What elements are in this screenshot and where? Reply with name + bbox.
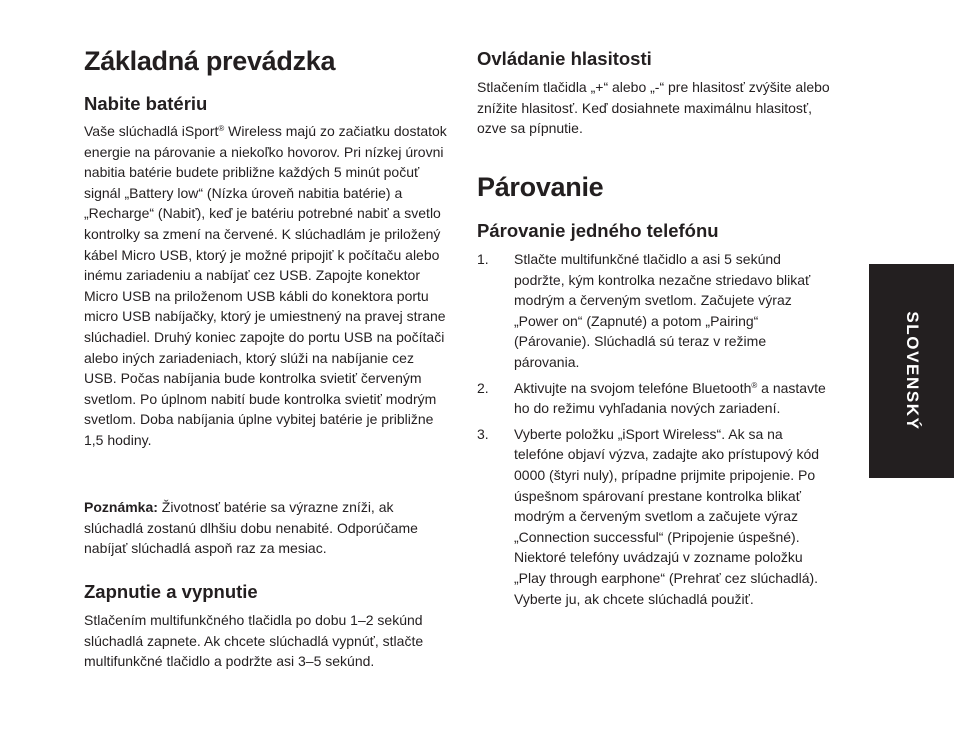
language-label: SLOVENSKÝ [902,311,922,431]
section-title-pairing: Párovanie [477,172,604,202]
battery-note [84,497,450,559]
list-item [477,378,835,419]
section-title-basic-operation: Základná prevádzka [84,46,336,76]
list-item [477,424,835,609]
battery-paragraph: Vaše slúchadlá iSport® Wireless majú zo začiatku dostatok energie na párovanie a niekoľko hovorov. Pri nízkej úrovni nabitia batérie budete približne každých 5 minút počuť signál „Battery low“ (Nízka úroveň nabitia batérie) a „Recharge“ (Nabiť), keď je batériu potrebné nabiť a svetlo kontrolky sa zmení na červené. K slúchadlám je priložený kábel Micro USB, ktorý je možné pripojiť k počítaču alebo inému zariadeniu a nabíjať cez USB. Zapojte konektor Micro USB na priloženom USB kábli do konektora portu micro USB nabíjačky, ktorý je umiestnený na pravej strane slúchadiel. Druhý koniec zapojte do portu USB na počítači alebo iných zariadeniach, ktorý slúži na nabíjanie cez USB. Počas nabíjania bude kontrolka svietiť červeným svetlom. Po úplnom nabití bude kontrolka svietiť modrým svetlom. Doba nabíjania úplne vybitej batérie je približne 1,5 hodiny. [84,123,447,448]
note-text: Životnosť batérie sa výrazne zníži, ak slúchadlá zostanú dlhšiu dobu nenabité. Odporúčame nabíjať slúchadlá aspoň raz za mesiac. [84,499,418,557]
registered-mark: ® [751,380,758,390]
heading-pair-single-phone: Párovanie jedného telefónu [477,220,719,241]
step-text: Vyberte položku „iSport Wireless“. Ak sa na telefóne objaví výzva, zadajte ako prístupový kód 0000 (štyri nuly), prípadne prijmite pripojenie. Po úspešnom spárovaní prestane kontrolka blikať modrým a červeným svetlom a začujete výraz „Connection successful“ (Pripojenie úspešné). Niektoré telefóny uvádzajú v zozname položku „Play through earphone“ (Prehrať cez slúchadlá). Vyberte ju, ak chcete slúchadlá použiť. [514,425,820,607]
step-number: 1. [477,251,489,267]
list-item [477,249,835,373]
pairing-steps-list [477,249,835,614]
registered-mark: ® [218,124,225,133]
step-number: 2. [477,379,489,396]
step-text: Stlačte multifunkčné tlačidlo a asi 5 sekúnd podržte, kým kontrolka nezačne striedavo blikať modrým a červeným svetlom. Začujete výraz „Power on“ (Zapnuté) a potom „Pairing“ (Párovanie). Slúchadlá sú teraz v režime párovania. [514,251,811,370]
step-number: 3. [477,425,489,442]
heading-charge-battery: Nabite batériu [84,93,208,114]
step-text: Aktivujte na svojom telefóne Bluetooth® a nastavte ho do režimu vyhľadania nových zariadení. [514,379,826,417]
heading-power-on-off: Zapnutie a vypnutie [84,581,258,602]
language-side-tab [869,264,954,478]
volume-paragraph: Stlačením tlačidla „+“ alebo „-“ pre hlasitosť zvýšite alebo znížite hlasitosť. Keď dosiahnete maximálnu hlasitosť, ozve sa pípnutie. [477,79,830,137]
note-label: Poznámka: [84,499,158,515]
heading-volume-control: Ovládanie hlasitosti [477,48,652,69]
power-paragraph: Stlačením multifunkčného tlačidla po dobu 1–2 sekúnd slúchadlá zapnete. Ak chcete slúchadlá vypnúť, stlačte multifunkčné tlačidlo a podržte asi 3–5 sekúnd. [84,612,424,670]
